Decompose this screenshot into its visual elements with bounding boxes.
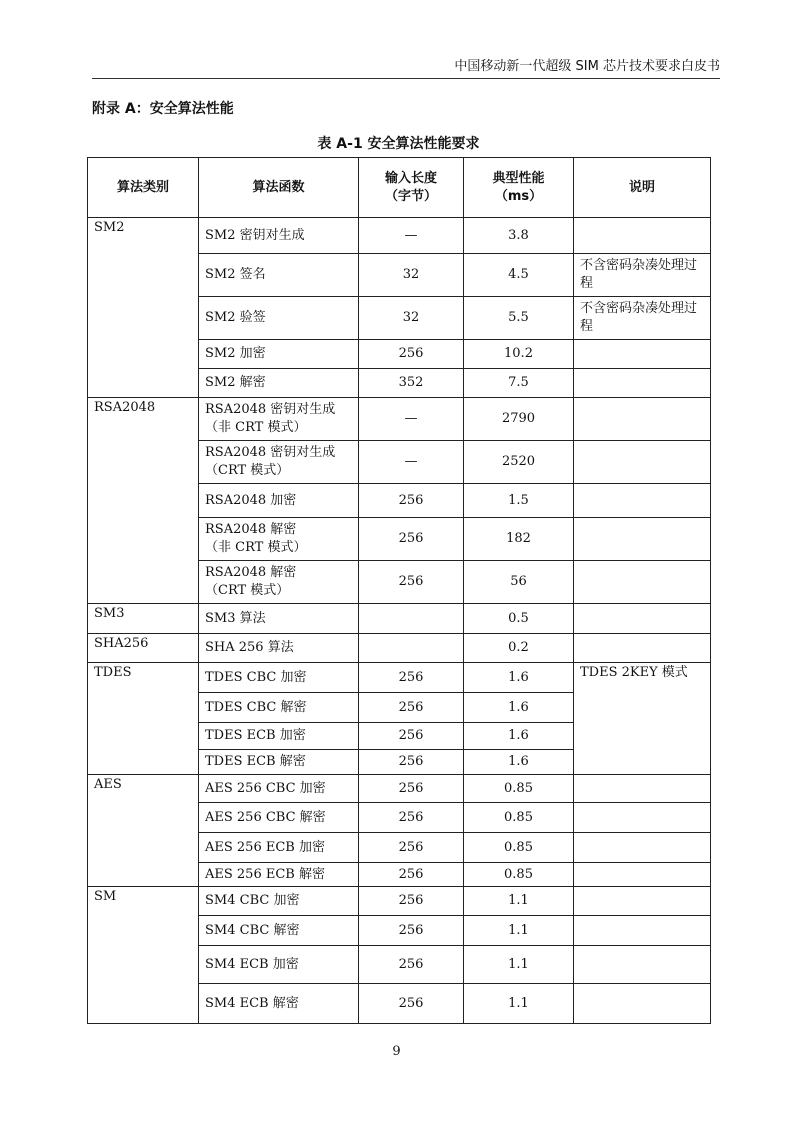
table-caption: 表 A-1 安全算法性能要求 [317, 136, 480, 152]
note-cell: TDES 2KEY 模式 [574, 663, 711, 775]
function-cell [199, 561, 359, 604]
function-cell: SM4 CBC 解密 [199, 916, 359, 946]
note-cell [574, 833, 711, 863]
note-cell [574, 984, 711, 1024]
length-cell: 256 [359, 863, 464, 887]
performance-cell: 1.1 [464, 916, 574, 946]
note-cell [574, 369, 711, 398]
running-header [92, 56, 720, 79]
performance-cell: 1.5 [464, 484, 574, 518]
function-cell: SM3 算法 [199, 604, 359, 634]
length-cell: 256 [359, 946, 464, 984]
function-cell: RSA2048 加密 [199, 484, 359, 518]
performance-cell: 1.6 [464, 750, 574, 775]
function-cell [199, 518, 359, 561]
table-row [88, 634, 711, 663]
header-length-line2: （字节） [384, 188, 437, 204]
function-line2: （CRT 模式） [205, 583, 290, 598]
table-row [88, 398, 711, 441]
header-note: 说明 [574, 158, 711, 218]
table-header-row [88, 158, 711, 218]
performance-cell: 1.6 [464, 663, 574, 693]
note-cell [574, 863, 711, 887]
length-cell: 256 [359, 803, 464, 833]
function-cell: TDES ECB 解密 [199, 750, 359, 775]
function-cell: AES 256 CBC 解密 [199, 803, 359, 833]
category-cell: SM2 [88, 218, 199, 398]
note-cell [574, 916, 711, 946]
function-cell: SM2 密钥对生成 [199, 218, 359, 254]
function-cell: AES 256 ECB 解密 [199, 863, 359, 887]
function-line2: （CRT 模式） [205, 463, 290, 478]
length-cell: 256 [359, 833, 464, 863]
length-cell: 32 [359, 254, 464, 297]
note-cell [574, 775, 711, 803]
performance-cell: 1.6 [464, 693, 574, 723]
function-line1: RSA2048 密钥对生成 [205, 445, 336, 460]
function-line1: RSA2048 密钥对生成 [205, 402, 336, 417]
function-cell: AES 256 ECB 加密 [199, 833, 359, 863]
function-cell: TDES ECB 加密 [199, 723, 359, 750]
function-cell: SM4 ECB 解密 [199, 984, 359, 1024]
length-cell: 32 [359, 297, 464, 340]
performance-cell: 4.5 [464, 254, 574, 297]
performance-table [87, 157, 711, 1024]
length-cell: 256 [359, 693, 464, 723]
category-cell: SM [88, 887, 199, 1024]
function-line1: RSA2048 解密 [205, 565, 297, 580]
note-cell [574, 518, 711, 561]
note-cell [574, 946, 711, 984]
performance-cell: 56 [464, 561, 574, 604]
header-perf-line1: 典型性能 [492, 170, 545, 186]
category-cell: TDES [88, 663, 199, 775]
header-function: 算法函数 [199, 158, 359, 218]
length-cell: 256 [359, 916, 464, 946]
length-cell: 256 [359, 340, 464, 369]
table-row [88, 775, 711, 803]
length-cell: — [359, 398, 464, 441]
function-cell: AES 256 CBC 加密 [199, 775, 359, 803]
performance-cell: 0.2 [464, 634, 574, 663]
table-row [88, 218, 711, 254]
header-length [359, 158, 464, 218]
performance-cell: 5.5 [464, 297, 574, 340]
function-cell: SM4 ECB 加密 [199, 946, 359, 984]
function-cell: SM2 签名 [199, 254, 359, 297]
header-category: 算法类别 [88, 158, 199, 218]
category-cell: AES [88, 775, 199, 887]
length-cell: 256 [359, 775, 464, 803]
length-cell: 256 [359, 887, 464, 916]
page-number: 9 [392, 1044, 401, 1059]
performance-cell: 0.85 [464, 803, 574, 833]
performance-cell: 0.85 [464, 863, 574, 887]
note-cell [574, 484, 711, 518]
length-cell: — [359, 441, 464, 484]
note-cell [574, 340, 711, 369]
performance-cell: 182 [464, 518, 574, 561]
category-cell: RSA2048 [88, 398, 199, 604]
length-cell: 256 [359, 750, 464, 775]
note-cell [574, 441, 711, 484]
length-cell [359, 604, 464, 634]
length-cell: 256 [359, 984, 464, 1024]
length-cell: 256 [359, 484, 464, 518]
length-cell [359, 634, 464, 663]
length-cell: 256 [359, 518, 464, 561]
function-cell: SM2 加密 [199, 340, 359, 369]
function-cell: SHA 256 算法 [199, 634, 359, 663]
function-line2: （非 CRT 模式） [205, 420, 307, 435]
header-performance [464, 158, 574, 218]
function-cell: SM4 CBC 加密 [199, 887, 359, 916]
performance-cell: 7.5 [464, 369, 574, 398]
table-row [88, 887, 711, 916]
length-cell: 256 [359, 663, 464, 693]
table-row [88, 604, 711, 634]
function-line1: RSA2048 解密 [205, 522, 297, 537]
function-line2: （非 CRT 模式） [205, 540, 307, 555]
performance-cell: 2520 [464, 441, 574, 484]
function-cell [199, 398, 359, 441]
length-cell: 256 [359, 561, 464, 604]
note-cell [574, 218, 711, 254]
note-cell [574, 803, 711, 833]
function-cell: TDES CBC 加密 [199, 663, 359, 693]
performance-cell: 0.85 [464, 775, 574, 803]
note-cell [574, 887, 711, 916]
document-title: 中国移动新一代超级 SIM 芯片技术要求白皮书 [454, 59, 720, 74]
note-cell: 不含密码杂凑处理过程 [574, 297, 711, 340]
function-cell [199, 441, 359, 484]
function-cell: SM2 解密 [199, 369, 359, 398]
performance-cell: 10.2 [464, 340, 574, 369]
note-cell [574, 561, 711, 604]
header-perf-line2: （ms） [494, 188, 543, 204]
note-cell [574, 604, 711, 634]
length-cell: 352 [359, 369, 464, 398]
note-cell: 不含密码杂凑处理过程 [574, 254, 711, 297]
category-cell: SM3 [88, 604, 199, 634]
performance-cell: 1.1 [464, 946, 574, 984]
appendix-heading: 附录 A：安全算法性能 [92, 101, 234, 117]
category-cell: SHA256 [88, 634, 199, 663]
performance-cell: 1.6 [464, 723, 574, 750]
performance-cell: 1.1 [464, 887, 574, 916]
length-cell: 256 [359, 723, 464, 750]
table-row [88, 663, 711, 693]
function-cell: TDES CBC 解密 [199, 693, 359, 723]
performance-cell: 1.1 [464, 984, 574, 1024]
note-cell [574, 398, 711, 441]
performance-cell: 0.5 [464, 604, 574, 634]
function-cell: SM2 验签 [199, 297, 359, 340]
note-cell [574, 634, 711, 663]
header-length-line1: 输入长度 [384, 170, 437, 186]
performance-cell: 0.85 [464, 833, 574, 863]
length-cell: — [359, 218, 464, 254]
performance-cell: 3.8 [464, 218, 574, 254]
performance-cell: 2790 [464, 398, 574, 441]
